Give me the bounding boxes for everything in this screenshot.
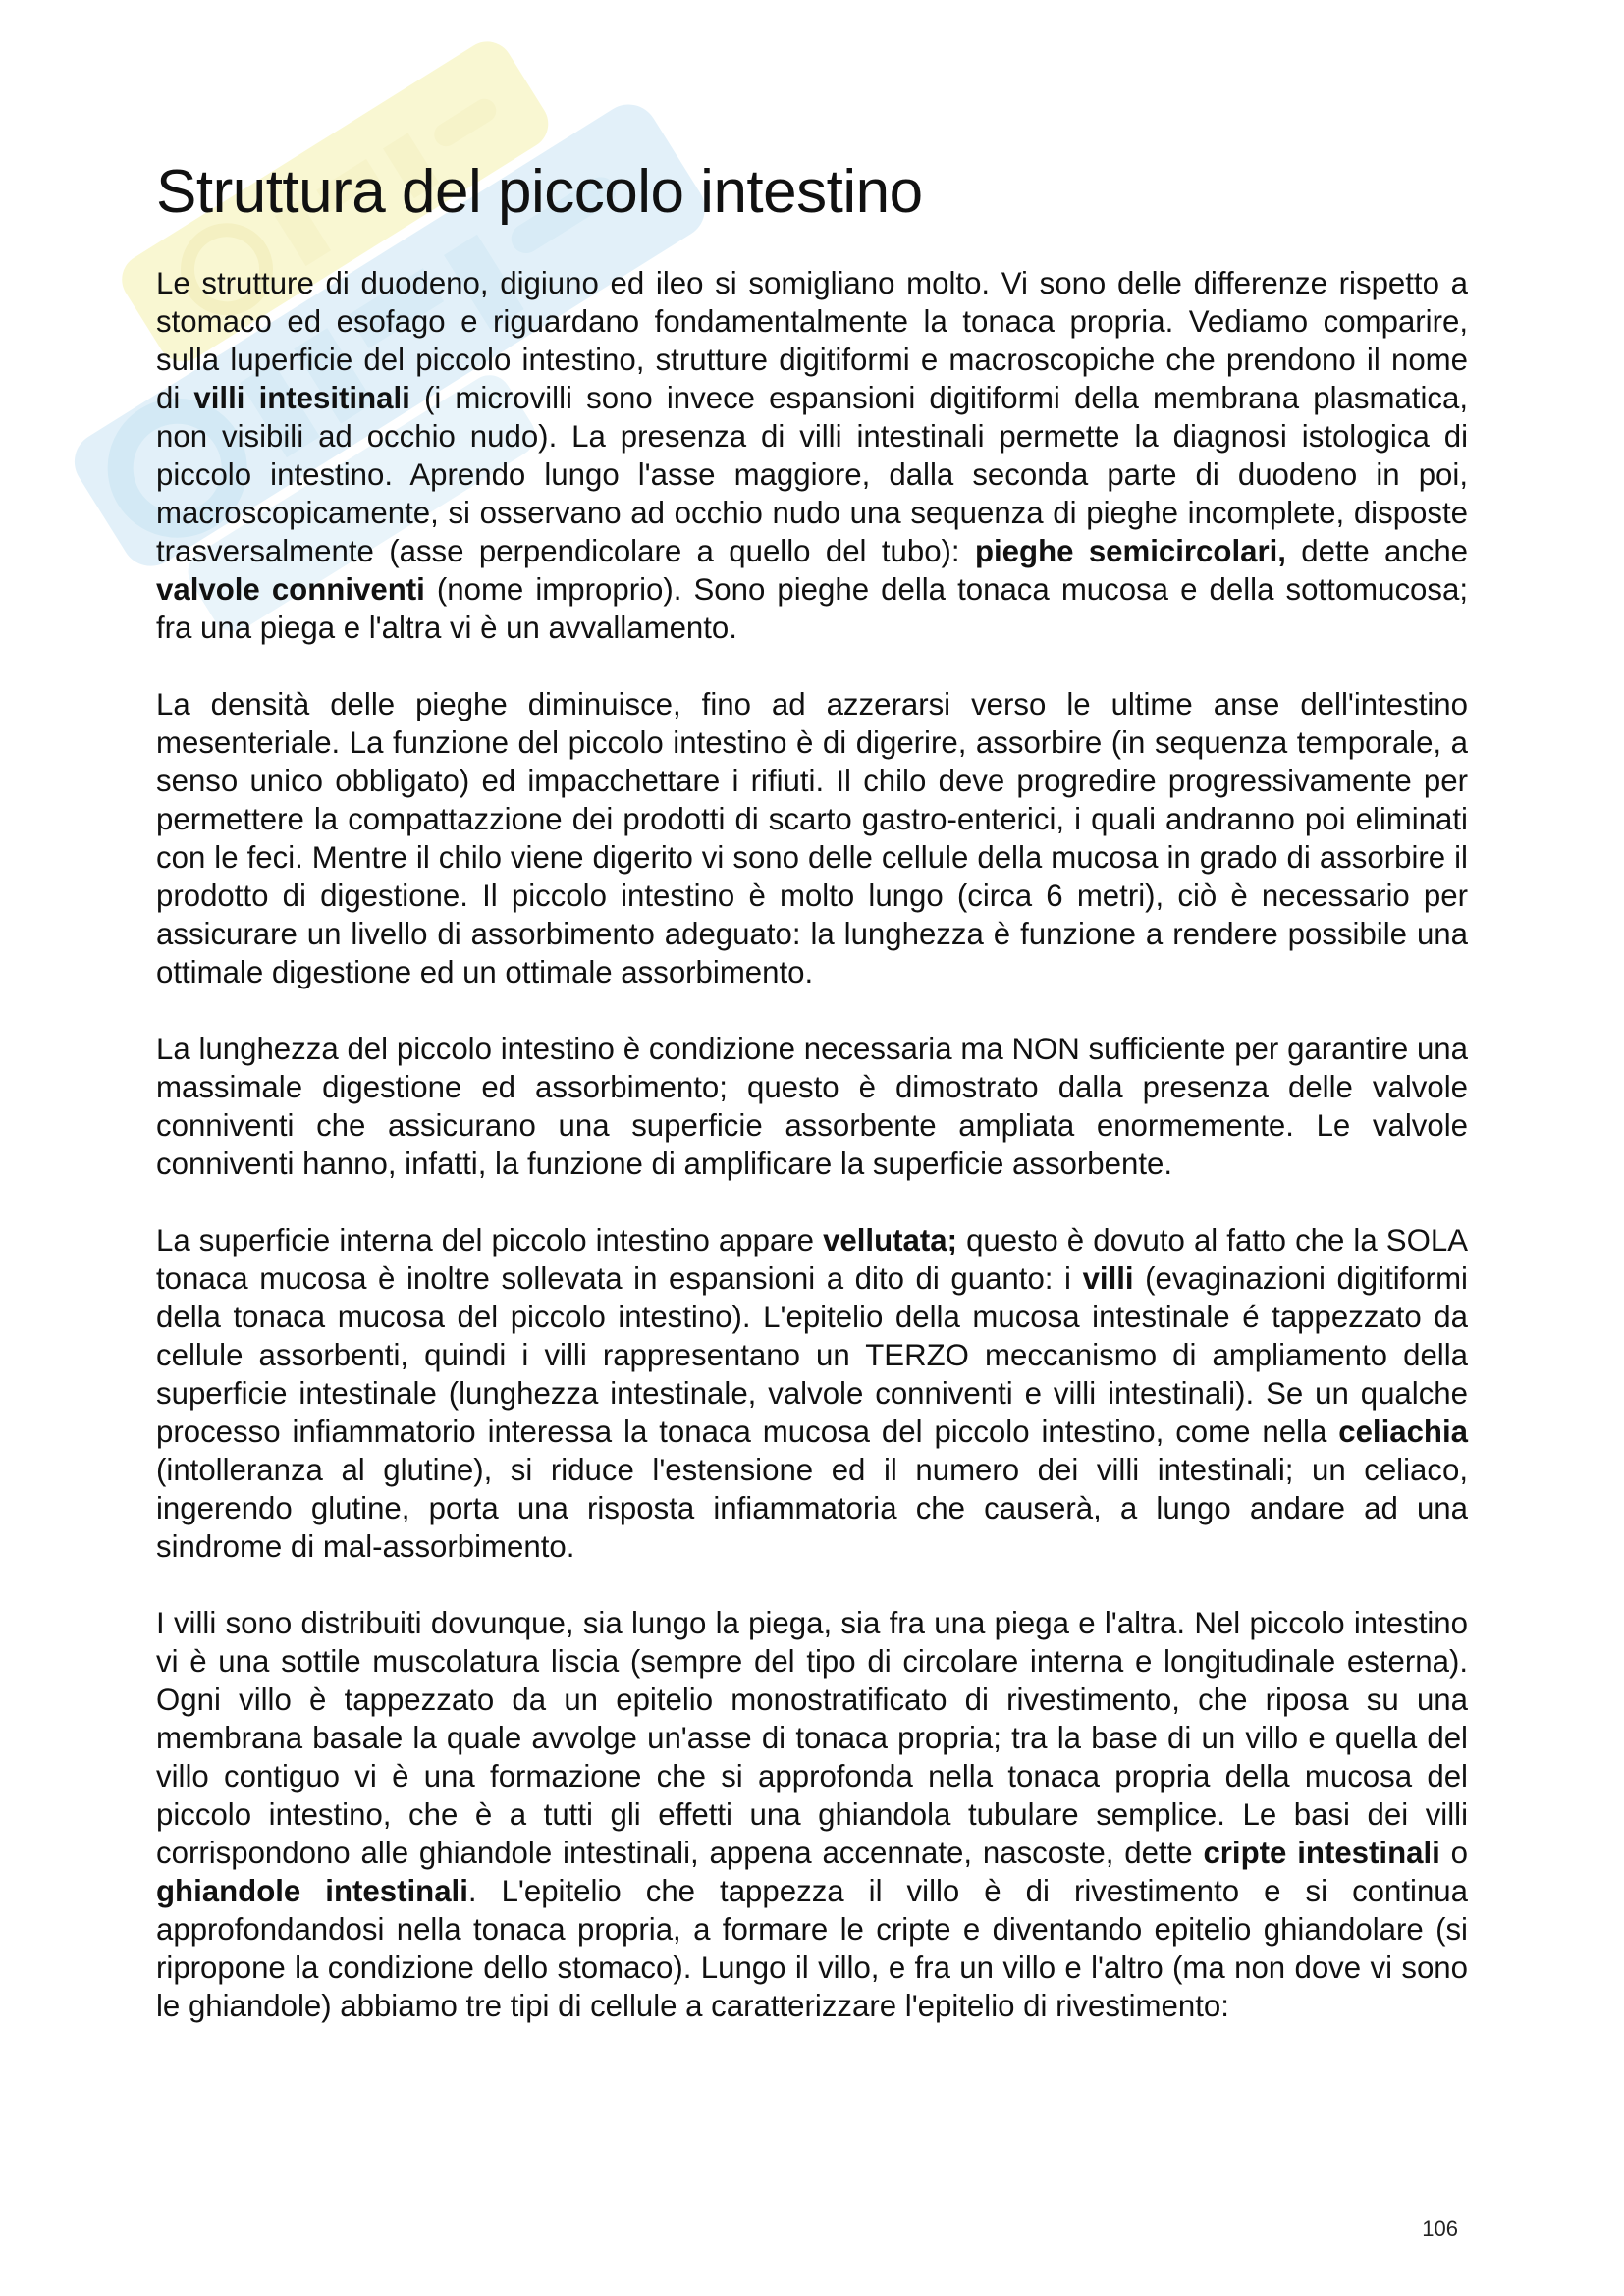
bold-term: cripte intestinali (1203, 1836, 1440, 1871)
document-page (156, 157, 1468, 2063)
paragraph-container (156, 264, 1468, 2025)
page-title: Struttura del piccolo intestino (156, 158, 923, 226)
paragraph (156, 1604, 1468, 2025)
text-run: (intolleranza al glutine), si riduce l'estensione ed il numero dei villi intestinali; un celiaco, ingerendo glutine, porta una risposta infiammatoria che causerà, a lungo andare ad una sindrome di mal-assorbimento. (156, 1453, 1468, 1565)
text-run: . L'epitelio che tappezza il villo è di rivestimento e si continua approfondandosi nella tonaca propria, a formare le cripte e diventando epitelio ghiandolare (si ripropone la condizione dello stomaco). Lungo il villo, e fra un villo e l'altro (ma non dove vi sono le ghiandole) abbiamo tre tipi di cellule a caratterizzare l'epitelio di rivestimento: (156, 1874, 1468, 2024)
bold-term: pieghe semicircolari, (974, 534, 1286, 569)
bold-term: valvole conniventi (156, 572, 425, 608)
text-run: (i microvilli sono invece espansioni digitiformi della membrana plasmatica, non visibili ad occhio nudo). La presenza di villi intestinali permette la diagnosi istologica di piccolo intestino. Aprendo lungo l'asse maggiore, dalla seconda parte di duodeno in poi, macroscopicamente, si osservano ad occhio nudo una sequenza di pieghe incomplete, disposte trasversalmente (asse perpendicolare a quello del tubo): (156, 381, 1468, 569)
paragraph (156, 1221, 1468, 1566)
paragraph (156, 685, 1468, 991)
bold-term: ghiandole intestinali (156, 1874, 468, 1909)
text-run: La densità delle pieghe diminuisce, fino ad azzerarsi verso le ultime anse dell'intestino mesenteriale. La funzione del piccolo intestino è di digerire, assorbire (in sequenza temporale, a senso unico obbligato) ed impacchettare i rifiuti. Il chilo deve progredire progressivamente per permettere la compattazzione dei prodotti di scarto gastro-enterici, i quali andranno poi eliminati con le feci. Mentre il chilo viene digerito vi sono delle cellule della mucosa in grado di assorbire il prodotto di digestione. Il piccolo intestino è molto lungo (circa 6 metri), ciò è necessario per assicurare un livello di assorbimento adeguato: la lunghezza è funzione a rendere possibile una ottimale digestione ed un ottimale assorbimento. (156, 687, 1468, 990)
page-number: 106 (1422, 2216, 1458, 2241)
text-run: (evaginazioni digitiformi della tonaca mucosa del piccolo intestino). L'epitelio della mucosa intestinale é tappezzato da cellule assorbenti, quindi i villi rappresentano un TERZO meccanismo di ampliamento della superficie intestinale (lunghezza intestinale, valvole conniventi e villi intestinali). Se un qualche processo infiammatorio interessa la tonaca mucosa del piccolo intestino, come nella (156, 1261, 1468, 1450)
paragraph (156, 264, 1468, 647)
bold-term: vellutata; (823, 1223, 957, 1258)
text-run: Le strutture di duodeno, digiuno ed ileo si somigliano molto. Vi sono delle differenze rispetto a stomaco ed esofago e riguardano fondamentalmente la tonaca propria. Vediamo comparire, sulla luperficie del piccolo intestino, strutture digitiformi e macroscopiche che prendono il nome di (156, 266, 1468, 416)
bold-term: celiachia (1338, 1415, 1468, 1450)
text-run: La superficie interna del piccolo intestino appare (156, 1223, 824, 1258)
text-run: (nome improprio). Sono pieghe della tonaca mucosa e della sottomucosa; fra una piega e l'altra vi è un avvallamento. (156, 572, 1468, 646)
bold-term: villi (1082, 1261, 1134, 1297)
text-run: La lunghezza del piccolo intestino è condizione necessaria ma NON sufficiente per garantire una massimale digestione ed assorbimento; questo è dimostrato dalla presenza delle valvole conniventi che assicurano una superficie assorbente ampliata enormemente. Le valvole conniventi hanno, infatti, la funzione di amplificare la superficie assorbente. (156, 1032, 1468, 1182)
text-run: dette anche (1285, 534, 1469, 569)
text-run: I villi sono distribuiti dovunque, sia lungo la piega, sia fra una piega e l'altra. Nel piccolo intestino vi è una sottile muscolatura liscia (sempre del tipo di circolare interna e longitudinale esterna). Ogni villo è tappezzato da un epitelio monostratificato di rivestimento, che riposa su una membrana basale la quale avvolge un'asse di tonaca propria; tra la base di un villo e quella del villo contiguo vi è una formazione che si approfonda nella tonaca propria della mucosa del piccolo intestino, che è a tutti gli effetti una ghiandola tubulare semplice. Le basi dei villi corrispondono alle ghiandole intestinali, appena accennate, nascoste, dette (156, 1606, 1468, 1871)
text-run: o (1439, 1836, 1468, 1871)
bold-term: villi intesitinali (193, 381, 410, 416)
paragraph (156, 1030, 1468, 1183)
text-run: questo è dovuto al fatto che la SOLA tonaca mucosa è inoltre sollevata in espansioni a dito di guanto: i (156, 1223, 1468, 1297)
